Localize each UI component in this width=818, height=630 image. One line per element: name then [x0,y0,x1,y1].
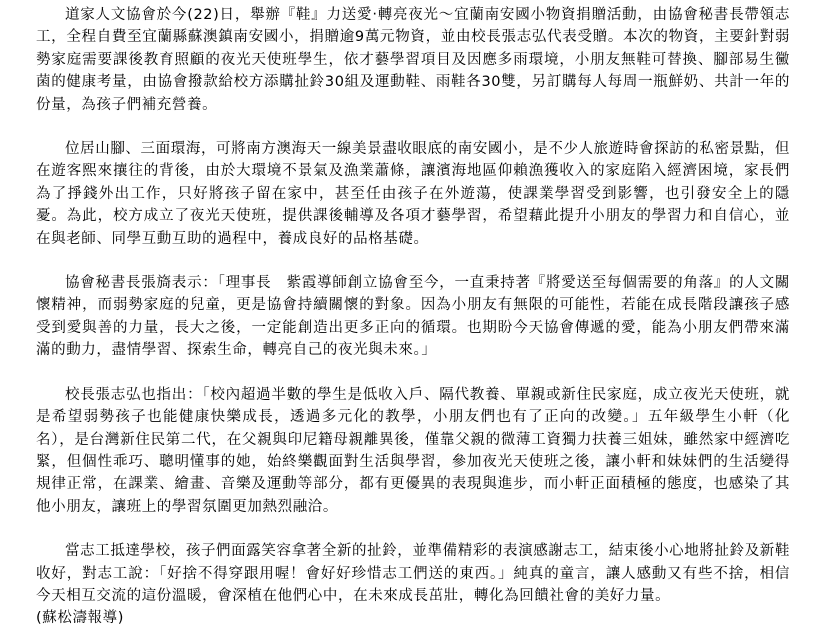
paragraph-secretary-quote: 協會秘書長張旖表示：「理事長 紫霞導師創立協會至今，一直秉持著『將愛送至每個需要的角落』的人文關懷精神，而弱勢家庭的兒童，更是協會持續關懷的對象。因為小朋友有無限的可能性，若能在成長階段讓孩子感受到愛與善的力量，長大之後，一定能創造出更多正向的循環。也期盼今天協會傳遞的愛，能為小朋友們帶來滿滿的動力，盡情學習、探索生命，轉亮自己的夜光與未來。」 [36,275,790,359]
paragraph-volunteers-arrival: 當志工抵達學校，孩子們面露笑容拿著全新的扯鈴，並準備精彩的表演感謝志工，結束後小心地將扯鈴及新鞋收好，對志工說：「好捨不得穿跟用喔！會好好珍惜志工們送的東西。」純真的童言，讓人感動又有些不捨，相信今天相互交流的這份溫暖，會深植在他們心中，在未來成長茁壯，轉化為回饋社會的美好力量。 [36,543,790,604]
paragraph-principal-quote: 校長張志弘也指出：「校內超過半數的學生是低收入戶、隔代教養、單親或新住民家庭，成立夜光天使班，就是希望弱勢孩子也能健康快樂成長，透過多元化的教學，小朋友們也有了正向的改變。」五年級學生小軒（化名），是台灣新住民第二代，在父親與印尼籍母親離異後，僅靠父親的微薄工資獨力扶養三姐妹，雖然家中經濟吃緊，但個性乖巧、聰明懂事的她，始終樂觀面對生活與學習，參加夜光天使班之後，讓小軒和妹妹們的生活變得規律正常，在課業、繪畫、音樂及運動等部分，都有更優異的表現與進步，而小軒正面積極的態度，也感染了其他小朋友，讓班上的學習氛圍更加熱烈融洽。 [36,386,790,515]
byline: (蘇松濤報導) [36,610,125,627]
paragraph-school-background: 位居山腳、三面環海，可將南方澳海天一線美景盡收眼底的南安國小，是不少人旅遊時會探訪的私密景點，但在遊客熙來攘往的背後，由於大環境不景氣及漁業蕭條，讓濱海地區仰賴漁獲收入的家庭陷入經濟困境，家長們為了掙錢外出工作，只好將孩子留在家中，甚至任由孩子在外遊蕩，使課業學習受到影響，也引發安全上的隱憂。為此，校方成立了夜光天使班，提供課後輔導及各項才藝學習，希望藉此提升小朋友的學習力和自信心，並在與老師、同學互動互助的過程中，養成良好的品格基礎。 [36,141,790,247]
paragraph-donation-event: 道家人文協會於今(22)日，舉辦『鞋』力送愛‧轉亮夜光～宜蘭南安國小物資捐贈活動，由協會秘書長帶領志工，全程自費至宜蘭縣蘇澳鎮南安國小，捐贈逾9萬元物資，並由校長張志弘代表受贈。本次的物資，主要針對弱勢家庭需要課後教育照顧的夜光天使班學生，依才藝學習項目及因應多雨環境，小朋友無鞋可替換、腳部易生黴菌的健康考量，由協會撥款給校方添購扯鈴30組及運動鞋、雨鞋各30雙，另訂購每人每周一瓶鮮奶、共計一年的份量，為孩子們補充營養。 [36,7,790,113]
